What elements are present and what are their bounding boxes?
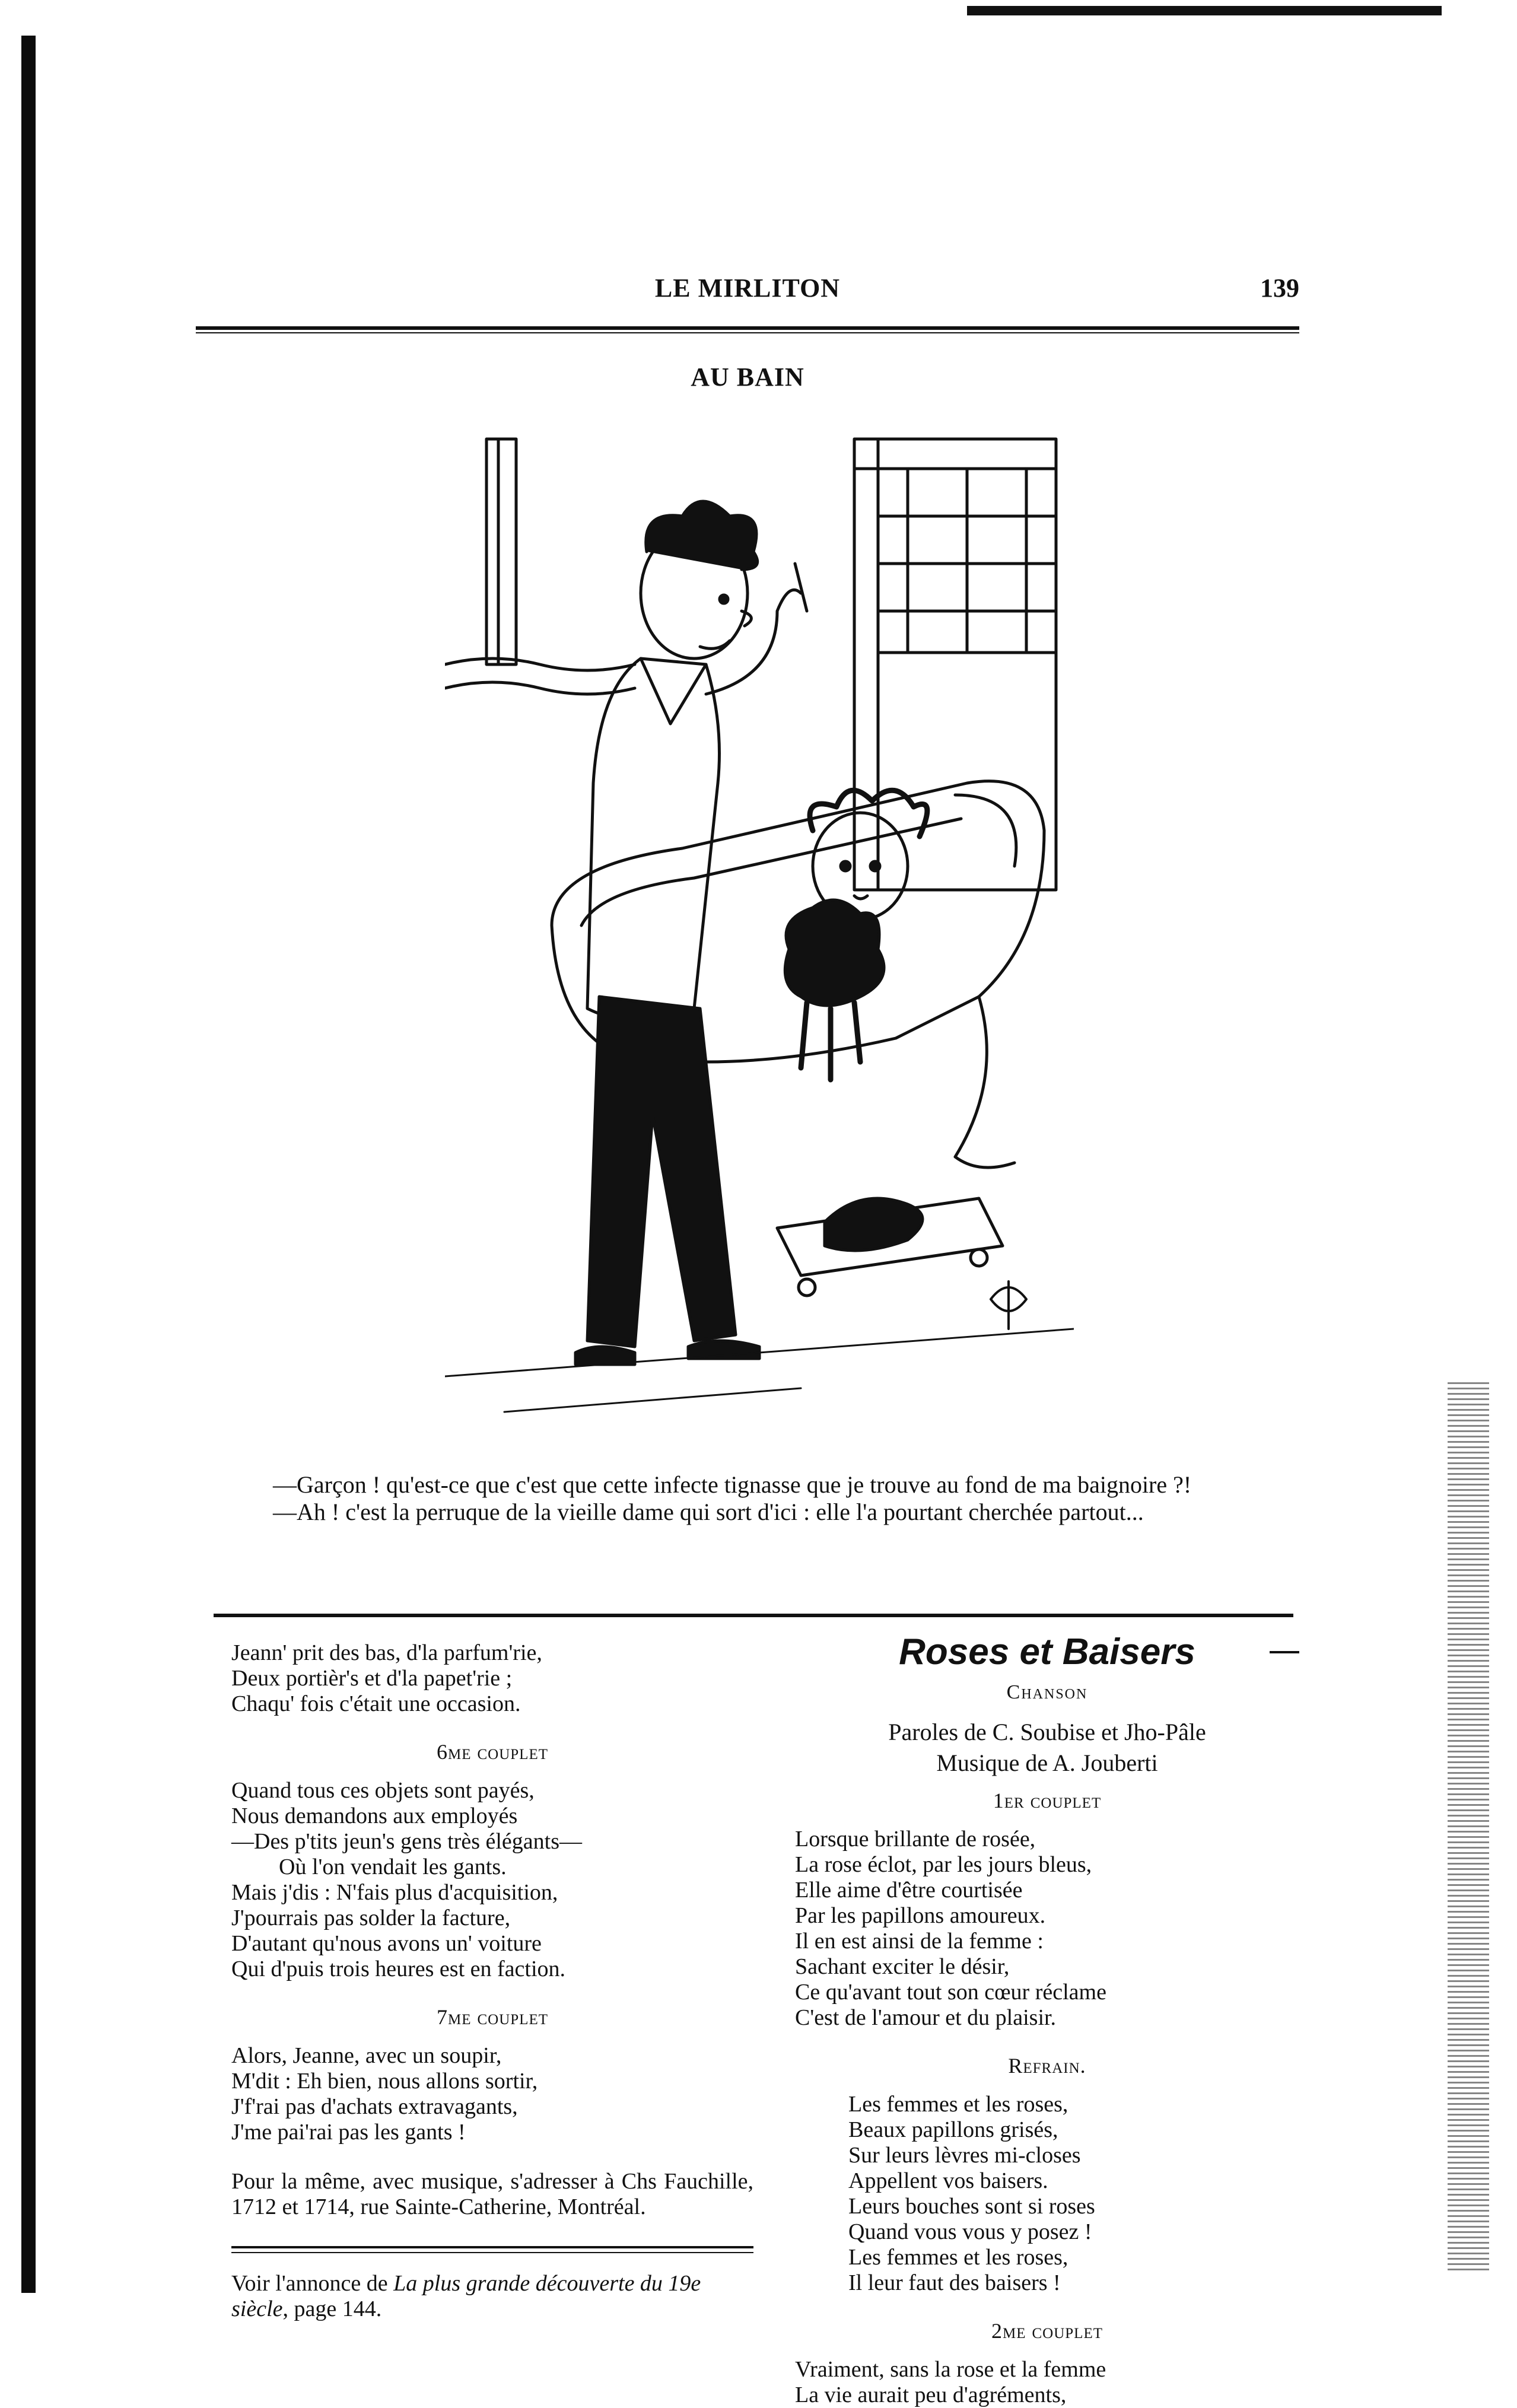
right-column	[795, 1628, 1299, 2408]
verse-line: Sur leurs lèvres mi-closes	[848, 2143, 1081, 2168]
verse-line: C'est de l'amour et du plaisir.	[795, 2005, 1057, 2030]
refrain	[795, 2092, 1299, 2296]
verse-line: Vraiment, sans la rose et la femme	[795, 2357, 1106, 2382]
couplet-heading: 1er couplet	[993, 1789, 1102, 1812]
couplet-heading: 6me couplet	[437, 1740, 548, 1764]
head-rule	[196, 326, 1299, 330]
verse-line: Il en est ainsi de la femme :	[795, 1929, 1044, 1954]
running-title: LE MIRLITON	[654, 273, 841, 303]
scan-top-rule	[967, 6, 1442, 15]
verse-couplet-6	[231, 1778, 753, 1982]
verse-line: Appellent vos baisers.	[848, 2168, 1048, 2193]
cartoon-caption	[220, 1471, 1276, 1526]
music-note	[231, 2169, 753, 2220]
verse-line: Beaux papillons grisés,	[848, 2117, 1058, 2142]
verse-line: J'me pai'rai pas les gants !	[231, 2120, 466, 2145]
verse-line: Les femmes et les roses,	[848, 2092, 1068, 2117]
verse-line: J'f'rai pas d'achats extravagants,	[231, 2094, 518, 2119]
running-head	[196, 273, 1299, 308]
verse-line: Chaqu' fois c'était une occasion.	[231, 1691, 521, 1716]
note-text: Pour la même, avec musique, s'adresser à Chs Fauchille, 1712 et 1714, rue Sainte-Catherine, Montréal.	[231, 2169, 753, 2219]
verse-line: Quand tous ces objets sont payés,	[231, 1778, 535, 1803]
verse-line: Jeann' prit des bas, d'la parfum'rie,	[231, 1640, 542, 1665]
verse-line: Deux portièr's et d'la papet'rie ;	[231, 1666, 513, 1691]
verse-couplet-2	[795, 2357, 1299, 2408]
verse-line: Où l'on vendait les gants.	[279, 1854, 507, 1879]
head-rule-thin	[196, 332, 1299, 333]
magazine-page	[196, 261, 1299, 2407]
verse-line: Lorsque brillante de rosée,	[795, 1827, 1036, 1852]
section-rule	[214, 1614, 1293, 1617]
verse-line: Mais j'dis : N'fais plus d'acquisition,	[231, 1880, 558, 1905]
verse-couplet-1	[795, 1827, 1299, 2031]
verse-line: Ce qu'avant tout son cœur réclame	[795, 1980, 1106, 2005]
verse-line: Les femmes et les roses,	[848, 2245, 1068, 2270]
verse-line: Qui d'puis trois heures est en faction.	[231, 1957, 566, 1981]
column-rule	[231, 2246, 753, 2248]
cartoon-title: AU BAIN	[691, 362, 804, 392]
verse-line: Sachant exciter le désir,	[795, 1954, 1010, 1979]
announce-suffix: , page 144.	[282, 2296, 382, 2321]
music-credit: Musique de A. Jouberti	[936, 1749, 1158, 1776]
announcement	[231, 2271, 753, 2322]
couplet-heading: 2me couplet	[991, 2319, 1103, 2343]
song-type: Chanson	[1006, 1681, 1088, 1703]
left-column	[231, 1640, 753, 2322]
announce-title: La plus grande découverte du 19e siècle	[231, 2271, 701, 2321]
verse-couplet-7	[231, 2043, 753, 2145]
verse-line: La vie aurait peu d'agréments,	[795, 2382, 1067, 2407]
verse-line: Par les papillons amoureux.	[795, 1903, 1046, 1928]
verse-intro	[231, 1640, 753, 1717]
verse-line: Alors, Jeanne, avec un soupir,	[231, 2043, 502, 2068]
couplet-heading: 7me couplet	[437, 2005, 548, 2029]
verse-line: La rose éclot, par les jours bleus,	[795, 1852, 1092, 1877]
page-number: 139	[1260, 273, 1299, 303]
title-mark	[1270, 1651, 1299, 1653]
scan-margin	[0, 0, 8, 2293]
verse-line: M'dit : Eh bien, nous allons sortir,	[231, 2069, 538, 2094]
refrain-heading: Refrain.	[1008, 2054, 1086, 2078]
scan-binding-shadow	[21, 36, 36, 2293]
verse-line: Elle aime d'être courtisée	[795, 1878, 1023, 1903]
verse-line: Il leur faut des baisers !	[848, 2270, 1061, 2295]
song-title: Roses et Baisers	[899, 1631, 1195, 1672]
cartoon-illustration	[445, 415, 1074, 1465]
caption-line: —Ah ! c'est la perruque de la vieille dame qui sort d'ici : elle l'a pourtant cherchée partout...	[273, 1499, 1144, 1525]
announce-prefix: Voir l'annonce de	[231, 2271, 394, 2296]
lyrics-credit: Paroles de C. Soubise et Jho-Pâle	[888, 1719, 1206, 1745]
verse-line: Quand vous vous y posez !	[848, 2219, 1092, 2244]
verse-line: —Des p'tits jeun's gens très élégants—	[231, 1829, 582, 1854]
column-rule-thin	[231, 2252, 753, 2253]
verse-line: D'autant qu'nous avons un' voiture	[231, 1931, 542, 1956]
caption-line: —Garçon ! qu'est-ce que c'est que cette infecte tignasse que je trouve au fond de ma baignoire ?!	[273, 1471, 1192, 1498]
verse-line: Leurs bouches sont si roses	[848, 2194, 1095, 2219]
verse-line: Nous demandons aux employés	[231, 1803, 518, 1828]
scan-edge-noise	[1448, 1382, 1489, 2272]
verse-line: J'pourrais pas solder la facture,	[231, 1906, 511, 1930]
